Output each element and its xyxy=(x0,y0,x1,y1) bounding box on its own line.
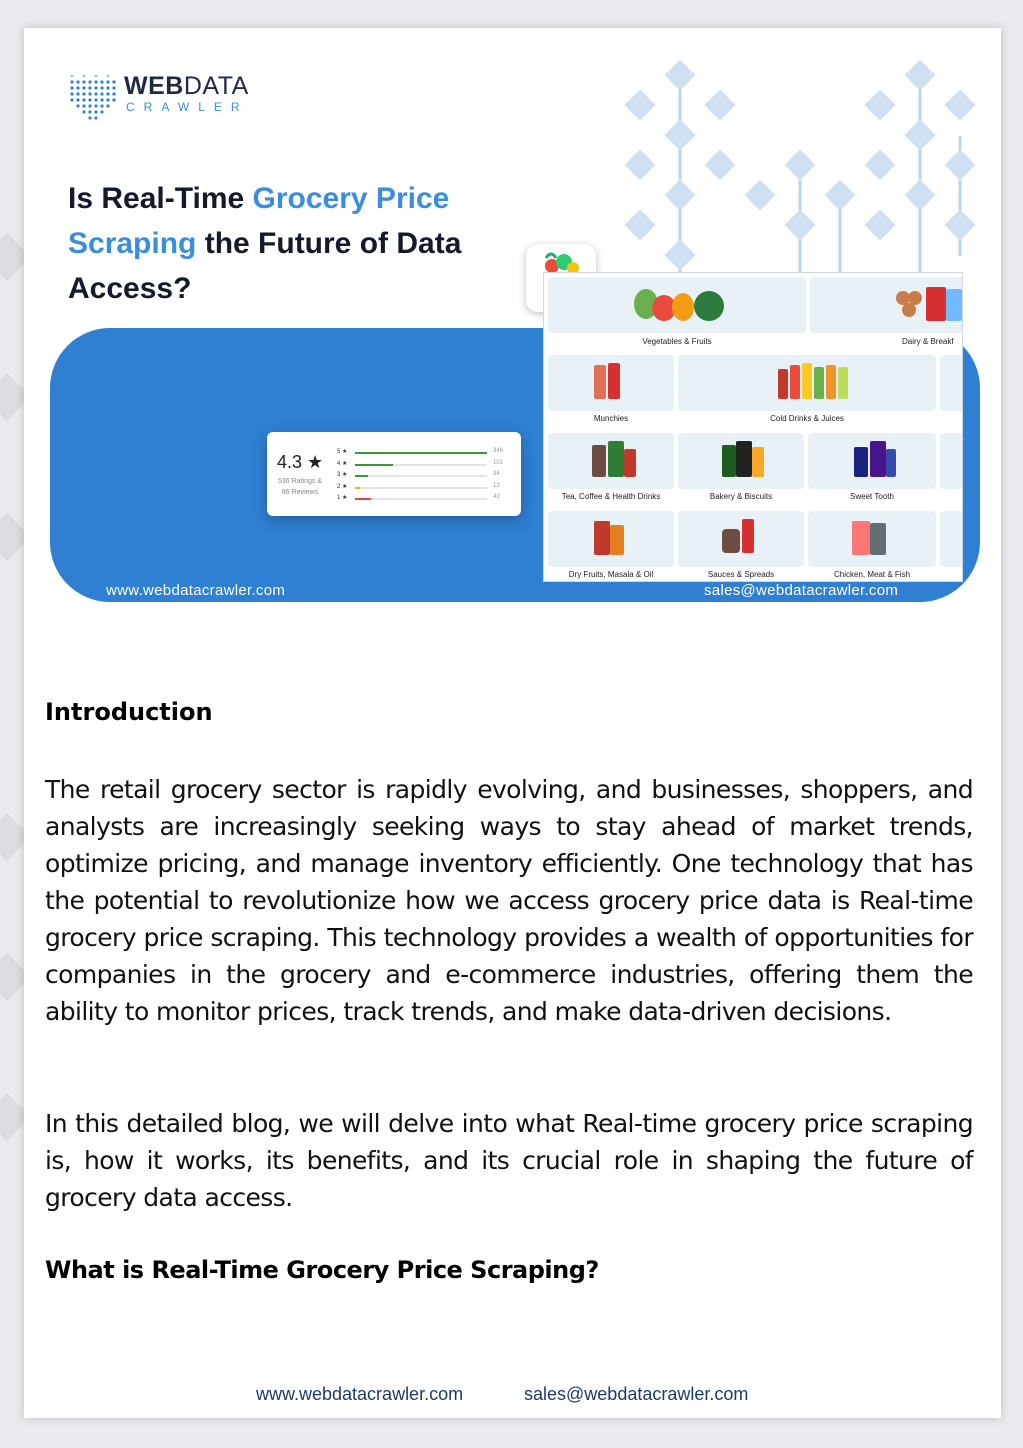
rating-star-label: 4 ★ xyxy=(337,460,348,467)
category-tile xyxy=(678,511,804,567)
rating-count: 42 xyxy=(493,494,500,500)
section-heading: What is Real-Time Grocery Price Scraping? xyxy=(45,1256,599,1284)
logo-dot-grid-icon xyxy=(68,74,118,120)
rating-bar-track xyxy=(355,498,487,500)
category-label: Cold Drinks & Juices xyxy=(770,414,844,423)
rating-count: 101 xyxy=(493,459,504,466)
rating-bar-fill xyxy=(355,452,487,454)
category-label: Dry Fruits, Masala & Oil xyxy=(568,570,654,579)
rating-count: 13 xyxy=(493,482,500,489)
title-highlight: Grocery Price Scraping xyxy=(68,182,450,260)
rating-bar-track xyxy=(355,475,487,477)
logo-tagline: CRAWLER xyxy=(126,100,249,114)
footer-website-link[interactable]: www.webdatacrawler.com xyxy=(256,1384,464,1404)
category-tile xyxy=(548,355,674,411)
rating-bar-track xyxy=(355,464,487,466)
logo-brand-bold: WEB xyxy=(124,72,184,100)
category-label: Vegetables & Fruits xyxy=(642,337,712,346)
rating-count-text xyxy=(275,476,325,498)
decorative-diamond-pattern xyxy=(614,56,1001,286)
introduction-heading: Introduction xyxy=(45,698,213,726)
rating-count: 34 xyxy=(493,471,500,477)
category-tile xyxy=(548,277,806,333)
blog-overview-paragraph: In this detailed blog, we will delve into what Real-time grocery price scraping is, how it works, its benefits, and its crucial role in shaping the future of grocery data access. xyxy=(45,1109,973,1212)
category-label: Sauces & Spreads xyxy=(707,570,775,579)
store-category-screenshot xyxy=(543,272,963,582)
rating-row xyxy=(337,483,507,493)
category-tile xyxy=(940,355,963,411)
rating-row xyxy=(337,448,507,458)
logo-brand-light: DATA xyxy=(183,72,249,100)
category-label: Tea, Coffee & Health Drinks xyxy=(561,492,661,501)
intro-paragraph: The retail grocery sector is rapidly evolving, and businesses, shoppers, and analysts are increasingly seeking ways to stay ahead of market trends, optimize pricing, and manage inventory efficiently. One technology that has the potential to revolutionize how we access grocery price data is Real-time grocery price scraping. This technology provides a wealth of opportunities for companies in the grocery and e-commerce industries, offering them the ability to monitor prices, track trends, and make data-driven decisions. xyxy=(45,775,973,1026)
category-label: Sweet Tooth xyxy=(850,492,894,501)
category-tile xyxy=(940,433,963,489)
category-tile xyxy=(808,511,936,567)
category-tile xyxy=(548,433,674,489)
rating-bar-fill xyxy=(355,487,360,489)
logo-wordmark xyxy=(124,72,249,101)
banner-website-link[interactable]: www.webdatacrawler.com xyxy=(106,582,286,599)
rating-summary-card xyxy=(267,432,521,516)
rating-row xyxy=(337,471,507,481)
document-page xyxy=(24,28,1001,1418)
category-tile xyxy=(678,433,804,489)
category-label: Dairy & Breakf xyxy=(902,337,954,346)
rating-star-label: 5 ★ xyxy=(337,449,348,455)
rating-star-label: 3 ★ xyxy=(337,472,348,478)
footer-email-link[interactable]: sales@webdatacrawler.com xyxy=(524,1384,749,1404)
category-label: Bakery & Biscuits xyxy=(709,492,773,501)
ratings-total: 536 Ratings & xyxy=(278,478,322,485)
title-part-2: the Future of Data Access? xyxy=(68,227,462,305)
rating-score: 4.3 ★ xyxy=(277,452,324,472)
category-tile xyxy=(678,355,936,411)
category-label: Munchies xyxy=(593,414,629,423)
rating-bar-fill xyxy=(355,498,371,500)
rating-bar-track xyxy=(355,452,487,454)
rating-count: 346 xyxy=(493,448,504,454)
page-title xyxy=(68,176,508,311)
banner-email-link[interactable]: sales@webdatacrawler.com xyxy=(704,582,899,599)
rating-bar-fill xyxy=(355,464,393,466)
category-tile xyxy=(810,277,963,333)
category-tile xyxy=(940,511,963,567)
category-tile xyxy=(808,433,936,489)
title-part-1: Is Real-Time xyxy=(68,182,253,215)
rating-star-label: 1 ★ xyxy=(337,495,348,501)
rating-star-label: 2 ★ xyxy=(337,483,348,490)
rating-row xyxy=(337,494,507,504)
category-tile xyxy=(548,511,674,567)
reviews-total: 86 Reviews xyxy=(281,489,319,496)
rating-row xyxy=(337,460,507,470)
category-label: Chicken, Meat & Fish xyxy=(833,570,911,579)
rating-bar-fill xyxy=(355,475,368,477)
rating-bar-track xyxy=(355,487,487,489)
